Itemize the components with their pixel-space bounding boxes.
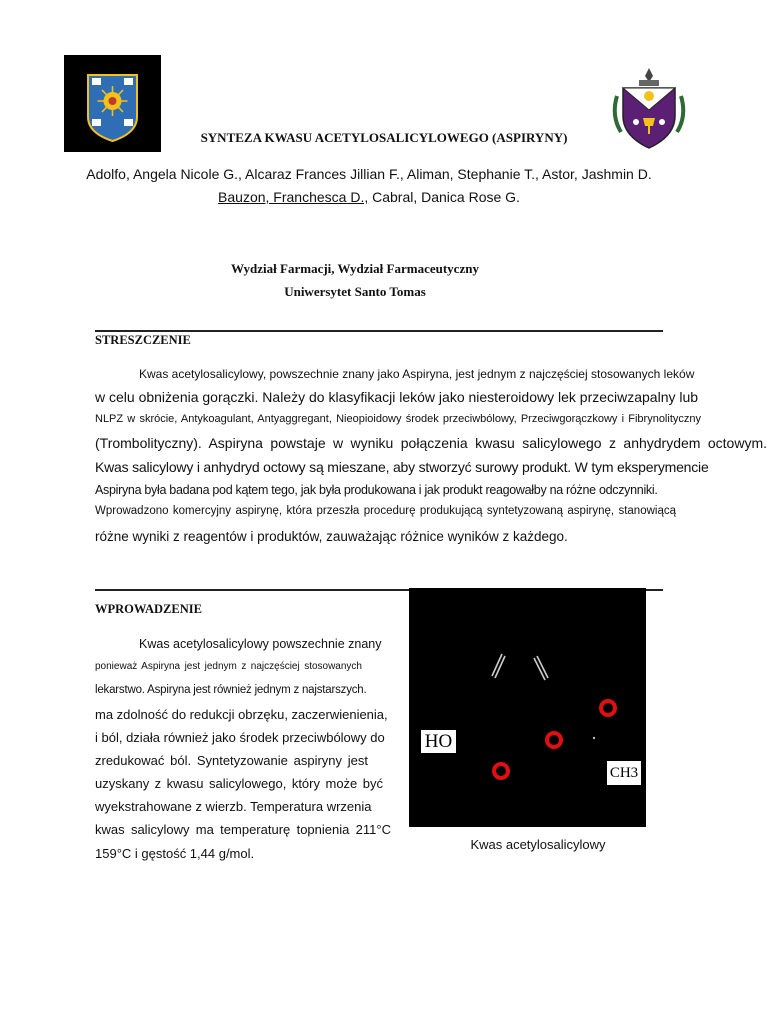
university-name: Uniwersytet Santo Tomas bbox=[284, 284, 426, 299]
methyl-label: CH3 bbox=[607, 761, 641, 785]
abstract-line: Kwas acetylosalicylowy, powszechnie znany jako Aspiryna, jest jednym z najczęściej stosowanych leków bbox=[139, 367, 695, 381]
introduction-line: 159°C i gęstość 1,44 g/mol. bbox=[95, 846, 255, 861]
abstract-line: Wprowadzono komercyjny aspirynę, która przeszła procedurę produkującą syntetyzowaną aspirynę, stanowiącą bbox=[95, 505, 676, 517]
abstract-line: NLPZ w skrócie, Antykoagulant, Antyaggregant, Nieopioidowy środek przeciwbólowy, Przeciwgorączkowy i Fibrynolityczny bbox=[95, 413, 701, 425]
authors-line-1: Adolfo, Angela Nicole G., Alcaraz Frances Jillian F., Aliman, Stephanie T., Astor, Jashmin D. bbox=[86, 166, 652, 182]
document-title: SYNTEZA KWASU ACETYLOSALICYLOWEGO (ASPIRYNY) bbox=[200, 130, 568, 145]
introduction-line: ma zdolność do redukcji obrzęku, zaczerwienienia, bbox=[95, 707, 388, 722]
abstract-heading: STRESZCZENIE bbox=[95, 333, 191, 347]
introduction-line: ponieważ Aspiryna jest jednym z najczęściej stosowanych bbox=[95, 661, 362, 672]
introduction-line: kwas salicylowy ma temperaturę topnienia 211°C bbox=[95, 822, 391, 837]
abstract-line: w celu obniżenia gorączki. Należy do klasyfikacji leków jako niesteroidowy lek przeciwzapalny lub bbox=[95, 389, 699, 405]
faculty-name: Wydział Farmacji, Wydział Farmaceutyczny bbox=[231, 261, 479, 276]
authors-line-2 bbox=[0, 189, 738, 205]
section-divider bbox=[95, 330, 663, 332]
abstract-line: różne wyniki z reagentów i produktów, zauważając różnice wyników z każdego. bbox=[95, 529, 568, 544]
oxygen-atom-marker bbox=[547, 733, 561, 747]
underlined-author: Bauzon, Franchesca D., bbox=[218, 189, 369, 205]
oxygen-atom-marker bbox=[494, 764, 508, 778]
abstract-line: Kwas salicylowy i anhydryd octowy są mieszane, aby stworzyć surowy produkt. W tym eksperymencie bbox=[95, 459, 709, 475]
introduction-line: zredukować ból. Syntetyzowanie aspiryny jest bbox=[95, 753, 368, 768]
oxygen-atom-marker bbox=[601, 701, 615, 715]
introduction-heading: WPROWADZENIE bbox=[95, 602, 202, 616]
introduction-line: wyekstrahowane z wierzb. Temperatura wrzenia bbox=[95, 799, 372, 814]
figure-caption: Kwas acetylosalicylowy bbox=[470, 837, 606, 852]
introduction-line: uzyskany z kwasu salicylowego, który może być bbox=[95, 776, 383, 791]
introduction-line: i ból, działa również jako środek przeciwbólowy do bbox=[95, 730, 385, 745]
introduction-line: lekarstwo. Aspiryna jest również jednym z najstarszych. bbox=[95, 684, 367, 696]
introduction-line: Kwas acetylosalicylowy powszechnie znany bbox=[139, 637, 382, 651]
molecule-diagram bbox=[409, 588, 646, 827]
hydroxyl-label: HO bbox=[421, 730, 456, 753]
abstract-line: Aspiryna była badana pod kątem tego, jak była produkowana i jak produkt reagowałby na różne odczynniki. bbox=[95, 483, 658, 497]
abstract-line: (Trombolityczny). Aspiryna powstaje w wyniku połączenia kwasu salicylowego z anhydrydem octowym. bbox=[95, 435, 767, 451]
remaining-author: Cabral, Danica Rose G. bbox=[368, 189, 520, 205]
